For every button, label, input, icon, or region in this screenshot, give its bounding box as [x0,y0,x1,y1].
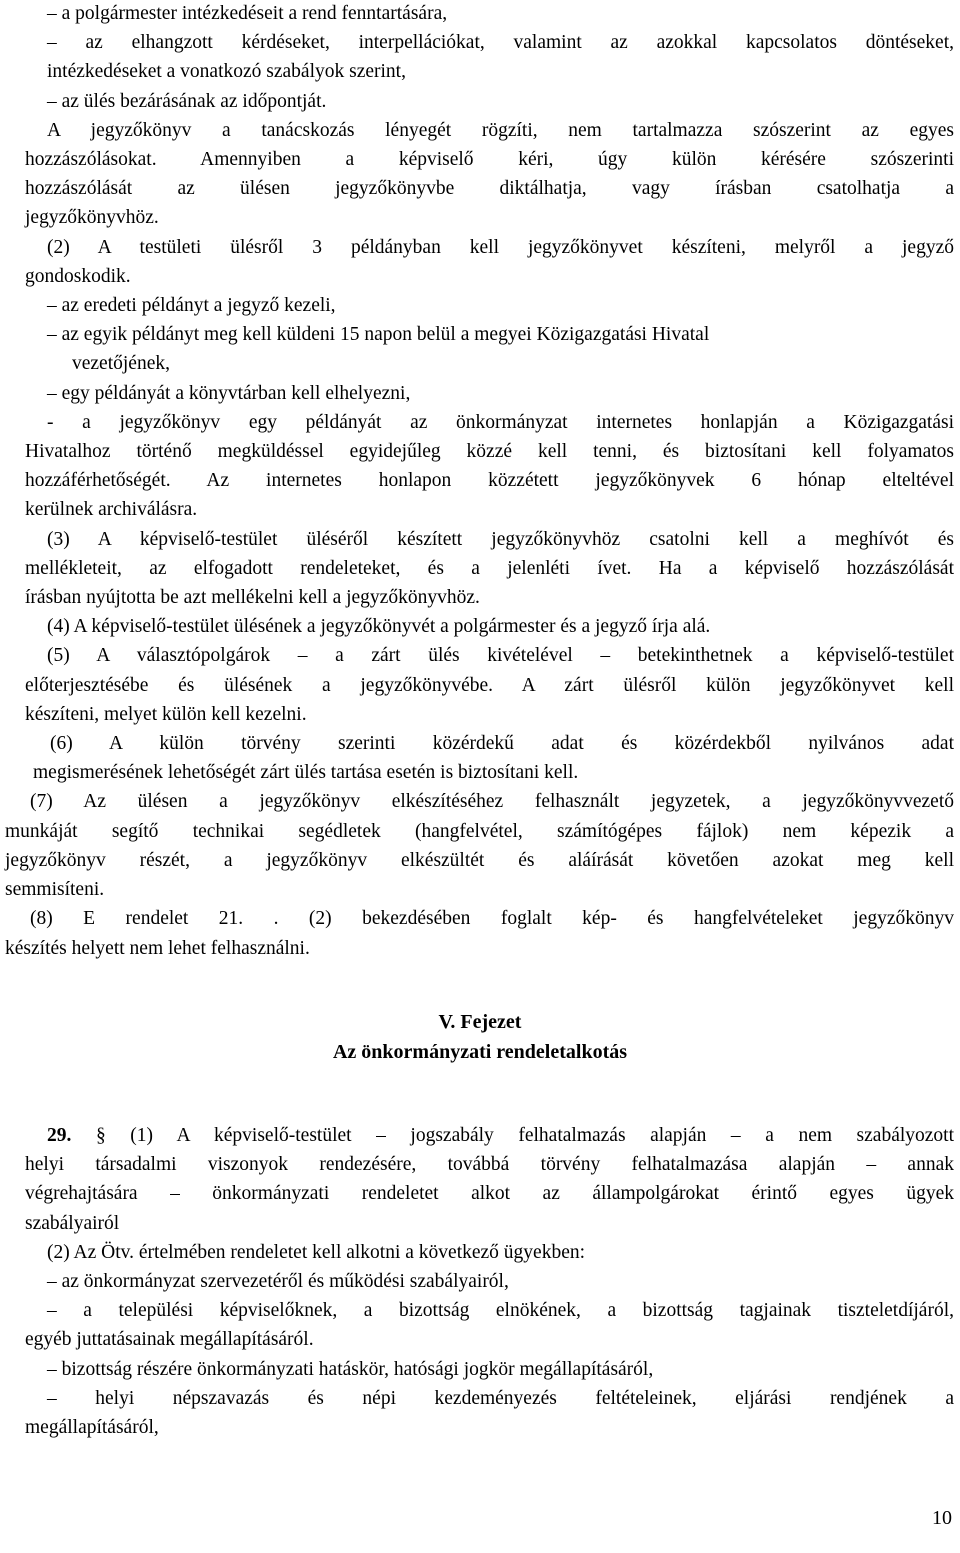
paragraph-line: megismerésének lehetőségét zárt ülés tartása esetén is biztosítani kell. [33,762,579,784]
list-item: – az ülés bezárásának az időpontját. [47,90,327,112]
list-item: – az önkormányzat szervezetéről és működési szabályairól, [47,1271,509,1293]
page-number: 10 [932,1507,952,1529]
section-number: 29. [47,1125,72,1146]
paragraph-line: (7) Az ülésen a jegyzőkönyv elkészítéséhez felhasznált jegyzetek, a jegyzőkönyvvezető [30,791,954,813]
section-paragraph-line: (2) Az Ötv. értelmében rendeletet kell alkotni a következő ügyekben: [47,1241,586,1263]
list-item-continuation: egyéb juttatásainak megállapításáról. [25,1329,314,1351]
section-text: (1) A képviselő-testület – jogszabály felhatalmazás alapján – a nem szabályozott [130,1125,955,1146]
list-item: - a jegyzőkönyv egy példányát az önkormányzat internetes honlapján a Közigazgatási [47,411,954,433]
paragraph-line: írásban nyújtotta be azt mellékelni kell a jegyzőkönyvhöz. [25,587,480,609]
section-paragraph-line: szabályairól [25,1212,120,1234]
paragraph-line: (3) A képviselő-testület üléséről készített jegyzőkönyvhöz csatolni kell a meghívót és [47,528,954,550]
paragraph-line: munkáját segítő technikai segédletek (hangfelvétel, számítógépes fájlok) nem képezik a [5,820,954,842]
list-item: – a települési képviselőknek, a bizottság elnökének, a bizottság tagjainak tiszteletdíjáról, [47,1300,954,1322]
list-item-continuation: vezetőjének, [72,353,170,375]
paragraph-line: hozzászólásokat. Amennyiben a képviselő kéri, úgy külön kérésére szószerinti [25,149,954,171]
section-paragraph-line: helyi társadalmi viszonyok rendezésére, továbbá törvény felhatalmazása alapján – annak [25,1154,954,1176]
list-item: – bizottság részére önkormányzati hatáskör, hatósági jogkör megállapításáról, [47,1358,654,1380]
list-item: – az egyik példányt meg kell küldeni 15 napon belül a megyei Közigazgatási Hivatal [47,324,710,346]
paragraph-line: hozzászólását az ülésen jegyzőkönyvbe diktálhatja, vagy írásban csatolhatja a [25,178,954,200]
paragraph-line: (4) A képviselő-testület ülésének a jegyzőkönyvét a polgármester és a jegyző írja alá. [47,616,711,638]
chapter-subtitle: Az önkormányzati rendeletalkotás [332,1041,628,1063]
list-item: – egy példányát a könyvtárban kell elhelyezni, [47,382,411,404]
paragraph-line: Hivatalhoz történő megküldéssel egyidejűleg közzé kell tenni, és biztosítani kell folyamatos [25,441,954,463]
paragraph-line: (6) A külön törvény szerinti közérdekű adat és közérdekből nyilvános adat [50,733,954,755]
paragraph-line: készíteni, melyet külön kell kezelni. [25,703,307,725]
paragraph-line: készítés helyett nem lehet felhasználni. [5,937,310,959]
paragraph-line: hozzáférhetőségét. Az internetes honlapon közzétett jegyzőkönyvek 6 hónap elteltével [25,470,954,492]
paragraph-line: előterjesztésébe és ülésének a jegyzőkönyvébe. A zárt ülésről külön jegyzőkönyvet kell [25,674,954,696]
list-item: – az eredeti példányt a jegyző kezeli, [47,295,336,317]
chapter-title: V. Fejezet [438,1011,522,1033]
paragraph-line: mellékleteit, az elfogadott rendeleteket, és a jelenléti ívet. Ha a képviselő hozzászólását [25,557,954,579]
section-sign: § [95,1125,106,1146]
paragraph-line: A jegyzőkönyv a tanácskozás lényegét rögzíti, nem tartalmazza szószerint az egyes [47,119,954,141]
list-item-continuation: megállapításáról, [25,1417,159,1439]
paragraph-line: semmisíteni. [5,879,105,901]
paragraph-line: kerülnek archiválásra. [25,499,198,521]
paragraph-line: (8) E rendelet 21. . (2) bekezdésében foglalt kép- és hangfelvételeket jegyzőkönyv [30,908,954,930]
section-paragraph-line: végrehajtására – önkormányzati rendeletet alkot az állampolgárokat érintő egyes ügyek [25,1183,954,1205]
paragraph-line: gondoskodik. [25,265,131,287]
paragraph-line: (2) A testületi ülésről 3 példányban kell jegyzőkönyvet készíteni, melyről a jegyző [47,236,954,258]
list-item-continuation: intézkedéseket a vonatkozó szabályok szerint, [47,61,406,83]
section-paragraph-line [25,1121,954,1150]
paragraph-line: jegyzőkönyvhöz. [25,207,159,229]
list-item: – a polgármester intézkedéseit a rend fenntartására, [47,3,448,24]
list-item: – az elhangzott kérdéseket, interpellációkat, valamint az azokkal kapcsolatos döntéseket, [47,32,954,54]
paragraph-line: jegyzőkönyv részét, a jegyzőkönyv elkészültét és aláírását követően azokat meg kell [5,849,954,871]
list-item: – helyi népszavazás és népi kezdeményezés feltételeinek, eljárási rendjének a [47,1387,954,1409]
paragraph-line: (5) A választópolgárok – a zárt ülés kivételével – betekinthetnek a képviselő-testület [47,645,954,667]
